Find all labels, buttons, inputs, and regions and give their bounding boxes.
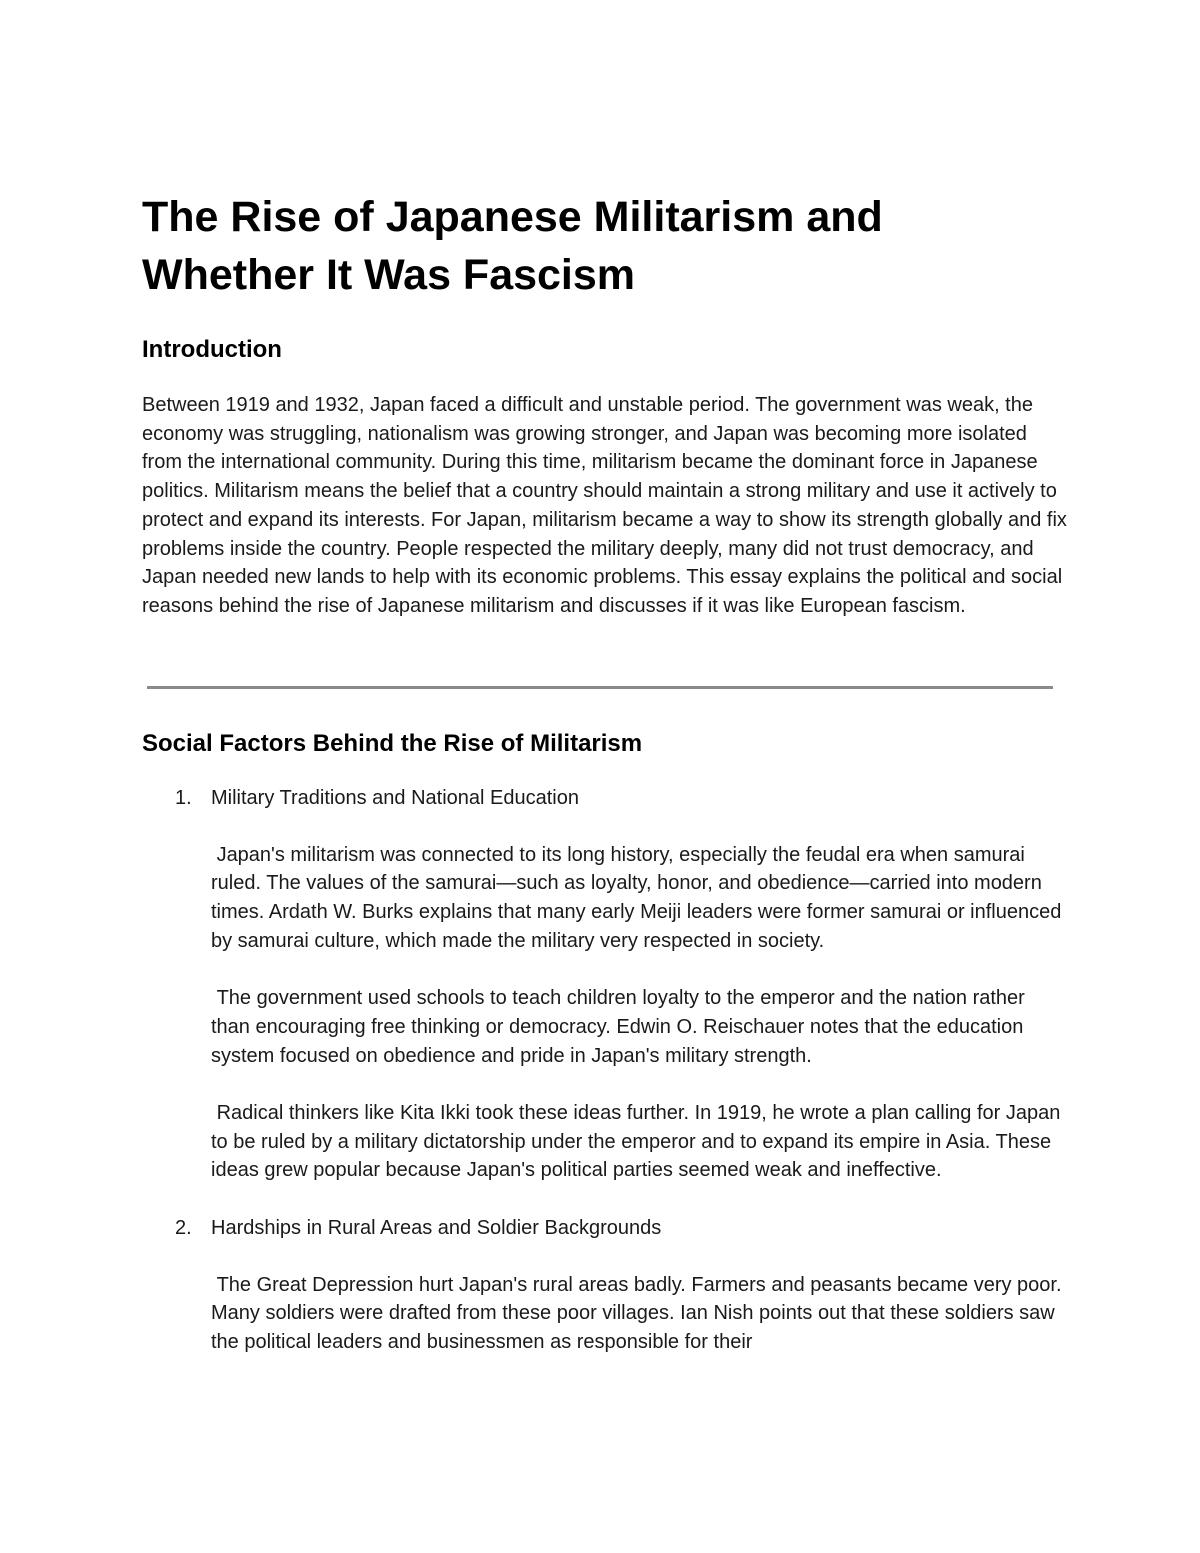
horizontal-divider: [147, 686, 1053, 689]
list-item-heading: Hardships in Rural Areas and Soldier Backgrounds: [211, 1216, 662, 1239]
section-heading-social-factors: Social Factors Behind the Rise of Militarism: [142, 730, 643, 757]
social-factors-list: [142, 784, 1068, 1385]
document-title: The Rise of Japanese Militarism and Whether It Was Fascism: [142, 193, 883, 299]
list-item-paragraph: Japan's militarism was connected to its long history, especially the feudal era when samurai ruled. The values of the samurai—such as loyalty, honor, and obedience—carried into modern times. Ardath W. Burks explains that many early Meiji leaders were former samurai or influenced by samurai culture, which made the military very respected in society.: [211, 843, 1067, 952]
list-item-paragraph: The government used schools to teach children loyalty to the emperor and the nation rather than encouraging free thinking or democracy. Edwin O. Reischauer notes that the education system focused on obedience and pride in Japan's military strength.: [211, 987, 1031, 1067]
list-item-number: 1.: [175, 787, 192, 809]
introduction-paragraph: Between 1919 and 1932, Japan faced a difficult and unstable period. The government was weak, the economy was struggling, nationalism was growing stronger, and Japan was becoming more isolated from the international community. During this time, militarism became the dominant force in Japanese politics. Militarism means the belief that a country should maintain a strong military and use it actively to protect and expand its interests. For Japan, militarism became a way to show its strength globally and fix problems inside the country. People respected the military deeply, many did not trust democracy, and Japan needed new lands to help with its economic problems. This essay explains the political and social reasons behind the rise of Japanese militarism and discusses if it was like European fascism.: [142, 394, 1067, 617]
list-item-heading: Military Traditions and National Education: [211, 787, 579, 809]
list-item-paragraph: The Great Depression hurt Japan's rural areas badly. Farmers and peasants became very poor. Many soldiers were drafted from these poor villages. Ian Nish points out that these soldiers saw the political leaders and businessmen as responsible for their: [211, 1273, 1068, 1353]
list-item-number: 2.: [175, 1216, 192, 1239]
list-item: [142, 1214, 1068, 1357]
list-item: [142, 784, 1067, 1185]
section-heading-introduction: Introduction: [142, 336, 282, 363]
list-item-paragraph: Radical thinkers like Kita Ikki took these ideas further. In 1919, he wrote a plan calling for Japan to be ruled by a military dictatorship under the emperor and to expand its empire in Asia. These ideas grew popular because Japan's political parties seemed weak and ineffective.: [211, 1102, 1066, 1182]
